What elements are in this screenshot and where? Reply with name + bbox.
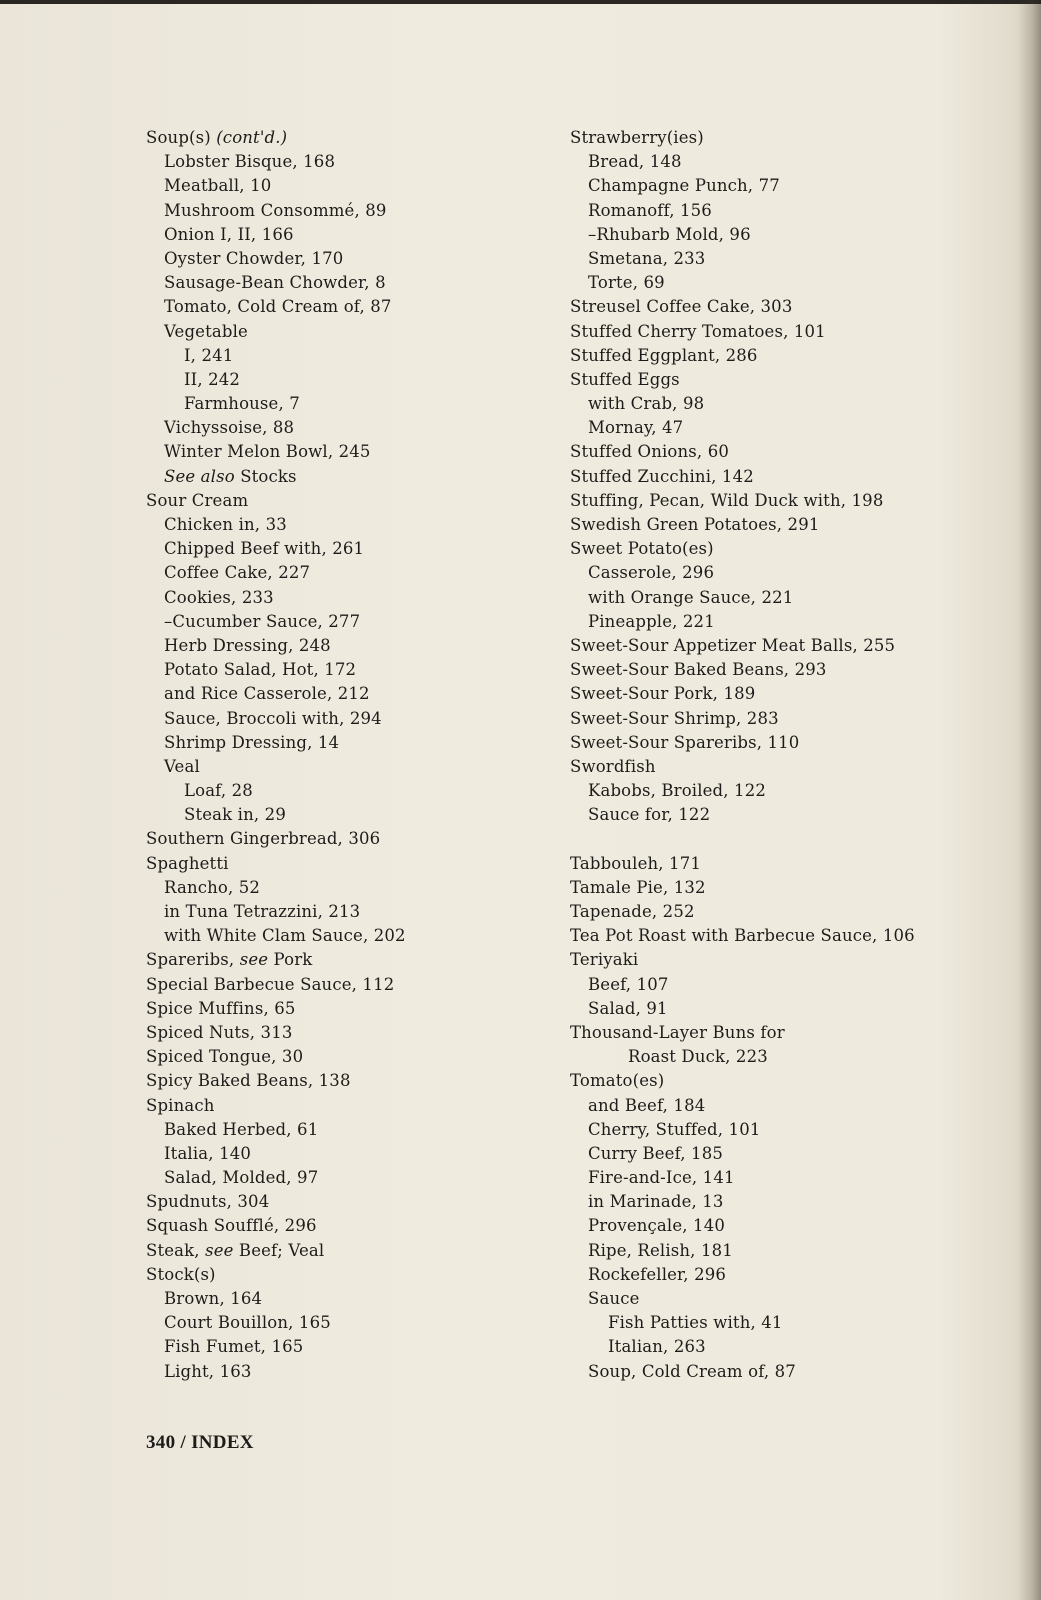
index-entry (146, 1021, 406, 1045)
index-entry (570, 948, 915, 972)
entry-text: Special Barbecue Sauce, 112 (146, 974, 395, 994)
index-subentry (146, 1142, 406, 1166)
page-top-edge (0, 0, 1041, 4)
index-entry (570, 440, 915, 464)
entry-text: Thousand-Layer Buns for (570, 1022, 785, 1042)
entry-text: Mushroom Consommé, 89 (164, 200, 387, 220)
entry-text: Spudnuts, 304 (146, 1192, 270, 1212)
entry-text: Strawberry(ies) (570, 128, 704, 147)
entry-text: with Orange Sauce, 221 (588, 587, 794, 607)
entry-text: Salad, Molded, 97 (164, 1168, 319, 1188)
index-subentry (146, 1335, 406, 1359)
entry-text: Ripe, Relish, 181 (588, 1240, 733, 1260)
index-subentry (570, 973, 915, 997)
index-subentry (146, 320, 406, 344)
index-subentry (146, 682, 406, 706)
index-subentry (146, 271, 406, 295)
index-entry (570, 707, 915, 731)
index-subentry (146, 1166, 406, 1190)
entry-text: Baked Herbed, 61 (164, 1119, 319, 1139)
page-footer: 340 / INDEX (146, 1432, 254, 1453)
index-entry (146, 126, 406, 150)
entry-text: Steak in, 29 (184, 805, 286, 825)
index-entry (146, 827, 406, 851)
entry-text: Beef, 107 (588, 974, 669, 994)
entry-text: Soup(s) (146, 128, 217, 147)
entry-text: Streusel Coffee Cake, 303 (570, 297, 793, 317)
index-entry (570, 900, 915, 924)
entry-text: and Beef, 184 (588, 1095, 706, 1115)
entry-text: Smetana, 233 (588, 248, 706, 268)
entry-text: Tapenade, 252 (570, 902, 695, 921)
entry-text: Fish Patties with, 41 (608, 1313, 783, 1333)
entry-text: Squash Soufflé, 296 (146, 1216, 317, 1236)
index-subentry (570, 392, 915, 416)
index-subentry (570, 803, 915, 827)
entry-text: Stock(s) (146, 1264, 216, 1284)
entry-text: Spaghetti (146, 853, 229, 873)
entry-text: Torte, 69 (588, 273, 665, 293)
index-subentry (146, 416, 406, 440)
index-subentry (570, 1360, 915, 1384)
index-subentry (146, 465, 406, 489)
entry-text: Brown, 164 (164, 1289, 263, 1308)
index-subentry (570, 271, 915, 295)
entry-text: with Crab, 98 (588, 394, 705, 414)
entry-text: Romanoff, 156 (588, 200, 712, 220)
index-entry (146, 948, 406, 972)
entry-text: Soup, Cold Cream of, 87 (588, 1361, 796, 1381)
index-subentry (146, 803, 406, 827)
index-subentry (570, 1190, 915, 1214)
entry-text: Stuffed Zucchini, 142 (570, 466, 754, 486)
entry-text: Mornay, 47 (588, 418, 684, 438)
index-column-right (570, 126, 915, 1384)
entry-text: II, 242 (184, 369, 241, 389)
entry-text: Roast Duck, 223 (628, 1047, 768, 1067)
index-subentry (146, 561, 406, 585)
index-entry (570, 924, 915, 948)
index-subentry (570, 1263, 915, 1287)
entry-text: Italia, 140 (164, 1143, 252, 1163)
entry-text: Sauce, Broccoli with, 294 (164, 708, 382, 728)
entry-text: Stuffing, Pecan, Wild Duck with, 198 (570, 490, 884, 510)
entry-text: Sweet-Sour Shrimp, 283 (570, 708, 779, 728)
index-entry (570, 876, 915, 900)
entry-text: Potato Salad, Hot, 172 (164, 660, 357, 680)
index-subentry (570, 199, 915, 223)
entry-text: See also (164, 466, 235, 486)
index-subentry (146, 924, 406, 948)
entry-text: Spareribs, (146, 950, 240, 970)
entry-text: Tamale Pie, 132 (570, 877, 706, 897)
entry-text: Bread, 148 (588, 152, 682, 172)
index-subentry (570, 561, 915, 585)
entry-text: Fire-and-Ice, 141 (588, 1168, 735, 1188)
entry-text: Spiced Tongue, 30 (146, 1047, 304, 1067)
index-entry (146, 1214, 406, 1238)
index-subentry (146, 223, 406, 247)
entry-text: in Tuna Tetrazzini, 213 (164, 902, 361, 921)
index-subentry (570, 1045, 915, 1069)
index-subentry (570, 1311, 915, 1335)
index-entry (570, 537, 915, 561)
index-entry (570, 755, 915, 779)
entry-text: Herb Dressing, 248 (164, 635, 331, 655)
index-subentry (570, 1239, 915, 1263)
index-entry (570, 1021, 915, 1045)
entry-text: Tomato(es) (570, 1071, 665, 1091)
index-subentry (146, 368, 406, 392)
index-subentry (146, 779, 406, 803)
index-subentry (570, 150, 915, 174)
entry-text: Tomato, Cold Cream of, 87 (164, 297, 392, 317)
entry-text: and Rice Casserole, 212 (164, 684, 370, 704)
entry-text: Curry Beef, 185 (588, 1143, 723, 1163)
index-entry (570, 513, 915, 537)
index-entry (570, 852, 915, 876)
index-entry (146, 973, 406, 997)
entry-text: Vegetable (164, 321, 248, 341)
index-subentry (570, 1214, 915, 1238)
index-subentry (570, 1166, 915, 1190)
index-subentry (146, 513, 406, 537)
index-subentry (146, 731, 406, 755)
entry-text: Swedish Green Potatoes, 291 (570, 515, 820, 534)
index-subentry (570, 1335, 915, 1359)
index-subentry (146, 1360, 406, 1384)
entry-text: see (239, 950, 269, 970)
index-subentry (146, 1118, 406, 1142)
index-subentry (146, 150, 406, 174)
index-entry (570, 1069, 915, 1093)
entry-text: Chicken in, 33 (164, 515, 287, 534)
index-entry (570, 344, 915, 368)
entry-text: Stuffed Onions, 60 (570, 442, 729, 462)
entry-text: Beef; Veal (233, 1240, 325, 1260)
entry-text: Winter Melon Bowl, 245 (164, 442, 371, 462)
entry-text: Cookies, 233 (164, 587, 274, 607)
entry-text: Tea Pot Roast with Barbecue Sauce, 106 (570, 926, 915, 946)
entry-text: Stuffed Cherry Tomatoes, 101 (570, 321, 826, 341)
entry-text: Meatball, 10 (164, 176, 272, 196)
index-subentry (146, 876, 406, 900)
index-entry (570, 658, 915, 682)
entry-text: Sausage-Bean Chowder, 8 (164, 273, 386, 293)
entry-text: Spicy Baked Beans, 138 (146, 1071, 351, 1091)
entry-text: Stuffed Eggplant, 286 (570, 345, 758, 365)
index-subentry (570, 610, 915, 634)
entry-text: Onion I, II, 166 (164, 224, 294, 244)
index-entry (146, 852, 406, 876)
index-subentry (146, 1311, 406, 1335)
index-entry (146, 1239, 406, 1263)
index-subentry (570, 1094, 915, 1118)
entry-text: Farmhouse, 7 (184, 394, 300, 414)
index-subentry (570, 779, 915, 803)
index-entry (570, 731, 915, 755)
index-entry (570, 320, 915, 344)
index-entry (146, 997, 406, 1021)
entry-text: Pork (268, 950, 313, 970)
index-subentry (570, 223, 915, 247)
index-subentry (146, 755, 406, 779)
entry-text: Swordfish (570, 756, 656, 776)
index-entry (570, 634, 915, 658)
index-entry (146, 1045, 406, 1069)
index-entry (570, 682, 915, 706)
index-subentry (146, 1287, 406, 1311)
entry-text: see (205, 1240, 234, 1260)
entry-text: Kabobs, Broiled, 122 (588, 781, 766, 801)
index-entry (570, 368, 915, 392)
entry-text: Court Bouillon, 165 (164, 1313, 331, 1333)
entry-text: Fish Fumet, 165 (164, 1337, 304, 1357)
index-subentry (146, 900, 406, 924)
entry-text: –Cucumber Sauce, 277 (164, 611, 361, 631)
index-entry (570, 126, 915, 150)
letter-section-gap (570, 827, 915, 851)
index-entry (570, 295, 915, 319)
index-subentry (570, 586, 915, 610)
entry-text: Sweet Potato(es) (570, 539, 714, 559)
index-entry (146, 1190, 406, 1214)
index-subentry (146, 295, 406, 319)
index-subentry (146, 247, 406, 271)
entry-text: Sweet-Sour Appetizer Meat Balls, 255 (570, 635, 896, 655)
entry-text: Sauce for, 122 (588, 805, 711, 825)
index-entry (570, 489, 915, 513)
index-subentry (570, 1118, 915, 1142)
entry-text: –Rhubarb Mold, 96 (588, 224, 751, 244)
entry-text: Rockefeller, 296 (588, 1264, 727, 1284)
index-entry (146, 1094, 406, 1118)
index-column-left (146, 126, 406, 1384)
entry-text: with White Clam Sauce, 202 (164, 926, 406, 946)
entry-text: Veal (164, 756, 200, 776)
entry-text: Coffee Cake, 227 (164, 563, 311, 583)
index-subentry (146, 392, 406, 416)
index-subentry (146, 174, 406, 198)
index-subentry (146, 707, 406, 731)
entry-text: Stocks (234, 466, 297, 486)
entry-text: Salad, 91 (588, 998, 668, 1018)
index-subentry (146, 586, 406, 610)
index-subentry (570, 416, 915, 440)
index-subentry (570, 1142, 915, 1166)
index-subentry (146, 344, 406, 368)
index-entry (146, 1263, 406, 1287)
entry-text: I, 241 (184, 345, 234, 365)
entry-text: Spiced Nuts, 313 (146, 1022, 293, 1042)
entry-text: Casserole, 296 (588, 563, 715, 583)
entry-text: Lobster Bisque, 168 (164, 152, 336, 172)
entry-text: Oyster Chowder, 170 (164, 248, 344, 268)
index-subentry (570, 1287, 915, 1311)
entry-text: Italian, 263 (608, 1337, 706, 1357)
index-subentry (570, 997, 915, 1021)
entry-text: Sour Cream (146, 490, 249, 510)
entry-text: Rancho, 52 (164, 877, 261, 897)
entry-text: Stuffed Eggs (570, 369, 680, 389)
index-subentry (146, 610, 406, 634)
entry-text: in Marinade, 13 (588, 1192, 724, 1212)
entry-text: Vichyssoise, 88 (164, 418, 295, 438)
index-subentry (146, 658, 406, 682)
page-spine-shadow (1019, 0, 1041, 1600)
entry-text: Sweet-Sour Baked Beans, 293 (570, 660, 827, 680)
entry-text: Champagne Punch, 77 (588, 176, 780, 196)
entry-text: Spice Muffins, 65 (146, 998, 296, 1018)
index-subentry (146, 199, 406, 223)
entry-text: Cherry, Stuffed, 101 (588, 1119, 761, 1139)
entry-text: (cont'd.) (216, 128, 288, 147)
entry-text: Loaf, 28 (184, 781, 253, 801)
entry-text: Sweet-Sour Spareribs, 110 (570, 732, 800, 752)
entry-text: Chipped Beef with, 261 (164, 539, 365, 559)
entry-text: Southern Gingerbread, 306 (146, 829, 381, 849)
index-entry (146, 489, 406, 513)
entry-text: Pineapple, 221 (588, 611, 715, 631)
entry-text: Shrimp Dressing, 14 (164, 732, 340, 752)
index-subentry (146, 440, 406, 464)
entry-text: Tabbouleh, 171 (570, 853, 701, 873)
index-entry (570, 465, 915, 489)
index-subentry (570, 174, 915, 198)
entry-text: Light, 163 (164, 1361, 252, 1381)
entry-text: Teriyaki (570, 950, 639, 970)
entry-text: Steak, (146, 1240, 206, 1260)
index-subentry (570, 247, 915, 271)
entry-text: Provençale, 140 (588, 1216, 725, 1236)
entry-text: Sauce (588, 1289, 640, 1308)
index-entry (146, 1069, 406, 1093)
index-subentry (146, 537, 406, 561)
entry-text: Sweet-Sour Pork, 189 (570, 684, 756, 704)
entry-text: Spinach (146, 1095, 215, 1115)
index-subentry (146, 634, 406, 658)
